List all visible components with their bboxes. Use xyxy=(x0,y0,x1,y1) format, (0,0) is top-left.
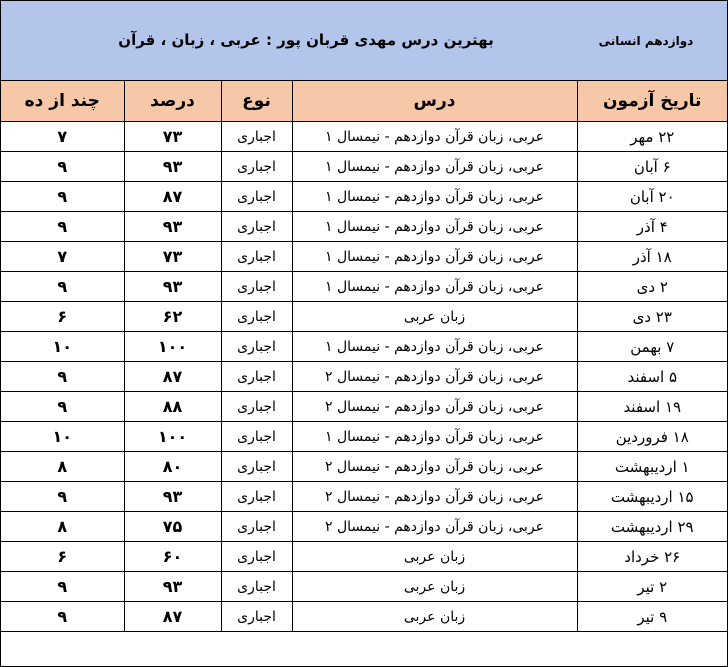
grade-label: دوازدهم انسانی xyxy=(598,34,694,48)
cell-type: اجباری xyxy=(221,332,292,362)
cell-score10: ۸ xyxy=(1,452,124,482)
cell-score10: ۷ xyxy=(1,242,124,272)
cell-type: اجباری xyxy=(221,212,292,242)
page-title: بهترین درس مهدی قربان پور : عربی ، زبان ، قرآن xyxy=(118,31,494,49)
cell-type: اجباری xyxy=(221,452,292,482)
cell-subject: زبان عربی xyxy=(292,542,577,572)
cell-score10: ۶ xyxy=(1,542,124,572)
col-header-percent: درصد xyxy=(124,81,221,122)
table-row xyxy=(1,572,727,602)
cell-percent: ۸۷ xyxy=(124,362,221,392)
cell-subject: عربی، زبان قرآن دوازدهم - نیمسال ۱ xyxy=(292,272,577,302)
cell-subject: زبان عربی xyxy=(292,572,577,602)
cell-date: ۱۸ فروردین xyxy=(577,422,727,452)
table-row xyxy=(1,242,727,272)
cell-type: اجباری xyxy=(221,152,292,182)
cell-percent: ۷۳ xyxy=(124,122,221,152)
header-banner xyxy=(1,1,727,81)
cell-percent: ۷۵ xyxy=(124,512,221,542)
cell-score10: ۹ xyxy=(1,362,124,392)
cell-date: ۲ دی xyxy=(577,272,727,302)
cell-score10: ۹ xyxy=(1,152,124,182)
cell-score10: ۹ xyxy=(1,182,124,212)
cell-type: اجباری xyxy=(221,242,292,272)
cell-type: اجباری xyxy=(221,572,292,602)
cell-percent: ۸۷ xyxy=(124,602,221,632)
cell-subject: عربی، زبان قرآن دوازدهم - نیمسال ۱ xyxy=(292,182,577,212)
table-row xyxy=(1,512,727,542)
cell-date: ۱۸ آذر xyxy=(577,242,727,272)
table-row xyxy=(1,122,727,152)
cell-type: اجباری xyxy=(221,602,292,632)
col-header-subject: درس xyxy=(292,81,577,122)
cell-score10: ۱۰ xyxy=(1,332,124,362)
cell-type: اجباری xyxy=(221,122,292,152)
cell-date: ۹ تیر xyxy=(577,602,727,632)
cell-score10: ۹ xyxy=(1,602,124,632)
cell-type: اجباری xyxy=(221,272,292,302)
cell-percent: ۶۰ xyxy=(124,542,221,572)
cell-percent: ۹۳ xyxy=(124,212,221,242)
cell-type: اجباری xyxy=(221,542,292,572)
cell-date: ۴ آذر xyxy=(577,212,727,242)
cell-type: اجباری xyxy=(221,362,292,392)
table-row xyxy=(1,602,727,632)
cell-score10: ۷ xyxy=(1,122,124,152)
cell-score10: ۹ xyxy=(1,272,124,302)
cell-score10: ۹ xyxy=(1,392,124,422)
table-row xyxy=(1,542,727,572)
cell-score10: ۹ xyxy=(1,212,124,242)
table-row xyxy=(1,152,727,182)
cell-type: اجباری xyxy=(221,302,292,332)
table-row xyxy=(1,302,727,332)
cell-percent: ۱۰۰ xyxy=(124,332,221,362)
cell-percent: ۸۸ xyxy=(124,392,221,422)
col-header-date: تاریخ آزمون xyxy=(577,81,727,122)
cell-subject: عربی، زبان قرآن دوازدهم - نیمسال ۱ xyxy=(292,152,577,182)
cell-date: ۱۹ اسفند xyxy=(577,392,727,422)
cell-date: ۲۶ خرداد xyxy=(577,542,727,572)
cell-percent: ۱۰۰ xyxy=(124,422,221,452)
cell-subject: زبان عربی xyxy=(292,602,577,632)
table-row xyxy=(1,212,727,242)
cell-percent: ۶۲ xyxy=(124,302,221,332)
cell-type: اجباری xyxy=(221,512,292,542)
cell-subject: عربی، زبان قرآن دوازدهم - نیمسال ۲ xyxy=(292,452,577,482)
cell-score10: ۱۰ xyxy=(1,422,124,452)
cell-date: ۶ آبان xyxy=(577,152,727,182)
cell-type: اجباری xyxy=(221,482,292,512)
cell-percent: ۸۷ xyxy=(124,182,221,212)
table-row xyxy=(1,482,727,512)
results-table xyxy=(1,81,727,632)
cell-percent: ۹۳ xyxy=(124,482,221,512)
cell-subject: عربی، زبان قرآن دوازدهم - نیمسال ۲ xyxy=(292,362,577,392)
cell-subject: عربی، زبان قرآن دوازدهم - نیمسال ۱ xyxy=(292,242,577,272)
cell-date: ۲۲ مهر xyxy=(577,122,727,152)
cell-date: ۱۵ اردیبهشت xyxy=(577,482,727,512)
cell-type: اجباری xyxy=(221,392,292,422)
cell-subject: عربی، زبان قرآن دوازدهم - نیمسال ۲ xyxy=(292,392,577,422)
col-header-type: نوع xyxy=(221,81,292,122)
table-row xyxy=(1,332,727,362)
cell-score10: ۸ xyxy=(1,512,124,542)
cell-subject: عربی، زبان قرآن دوازدهم - نیمسال ۱ xyxy=(292,332,577,362)
header-row xyxy=(1,81,727,122)
table-row xyxy=(1,272,727,302)
cell-date: ۲۰ آبان xyxy=(577,182,727,212)
cell-subject: عربی، زبان قرآن دوازدهم - نیمسال ۱ xyxy=(292,212,577,242)
cell-subject: عربی، زبان قرآن دوازدهم - نیمسال ۱ xyxy=(292,122,577,152)
cell-score10: ۹ xyxy=(1,572,124,602)
cell-type: اجباری xyxy=(221,182,292,212)
table-row xyxy=(1,452,727,482)
cell-percent: ۷۳ xyxy=(124,242,221,272)
cell-score10: ۶ xyxy=(1,302,124,332)
cell-percent: ۸۰ xyxy=(124,452,221,482)
cell-date: ۲۹ اردیبهشت xyxy=(577,512,727,542)
cell-date: ۷ بهمن xyxy=(577,332,727,362)
cell-subject: عربی، زبان قرآن دوازدهم - نیمسال ۲ xyxy=(292,512,577,542)
cell-date: ۱ اردیبهشت xyxy=(577,452,727,482)
cell-date: ۲ تیر xyxy=(577,572,727,602)
cell-date: ۵ اسفند xyxy=(577,362,727,392)
cell-type: اجباری xyxy=(221,422,292,452)
table-row xyxy=(1,182,727,212)
table-row xyxy=(1,362,727,392)
cell-subject: زبان عربی xyxy=(292,302,577,332)
cell-percent: ۹۳ xyxy=(124,572,221,602)
cell-subject: عربی، زبان قرآن دوازدهم - نیمسال ۲ xyxy=(292,482,577,512)
table-row xyxy=(1,422,727,452)
col-header-score10: چند از ده xyxy=(1,81,124,122)
cell-score10: ۹ xyxy=(1,482,124,512)
cell-percent: ۹۳ xyxy=(124,272,221,302)
cell-subject: عربی، زبان قرآن دوازدهم - نیمسال ۱ xyxy=(292,422,577,452)
table-row xyxy=(1,392,727,422)
cell-percent: ۹۳ xyxy=(124,152,221,182)
cell-date: ۲۳ دی xyxy=(577,302,727,332)
